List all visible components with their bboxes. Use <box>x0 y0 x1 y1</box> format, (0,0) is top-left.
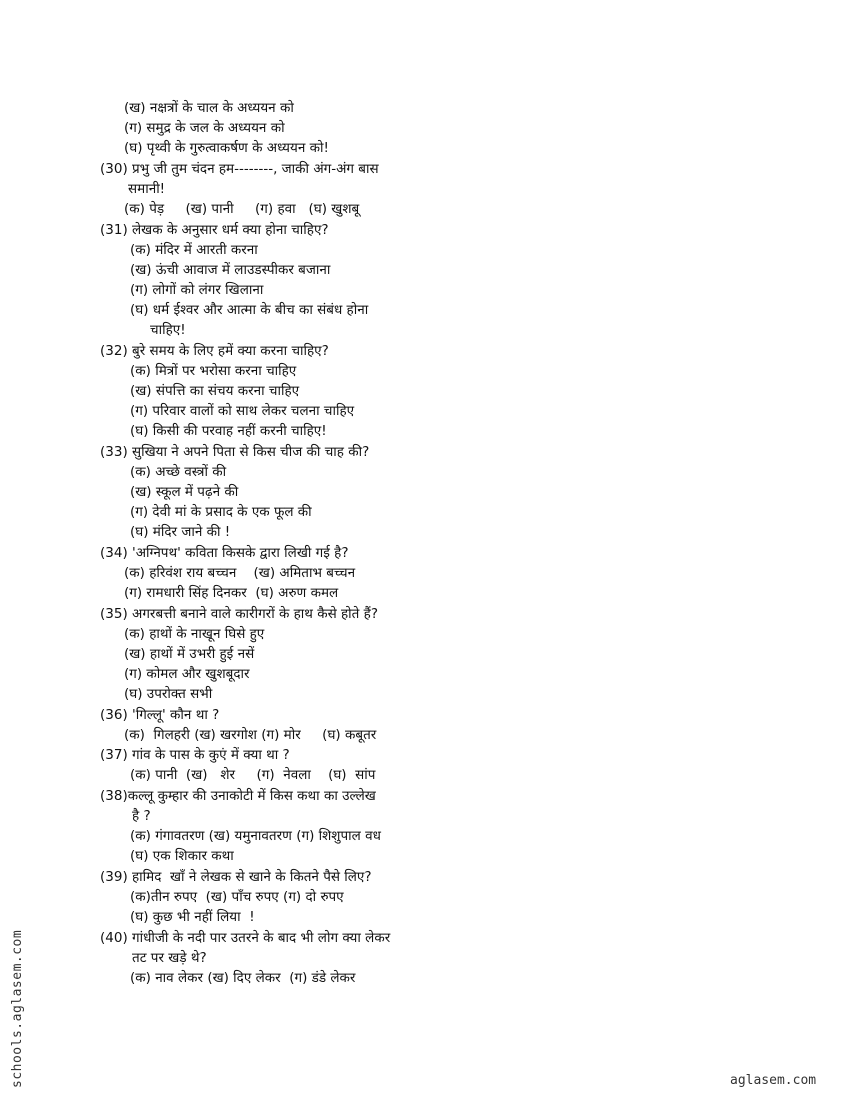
option-line: (घ) किसी की परवाह नहीं करनी चाहिए! <box>130 423 327 439</box>
option-line: (घ) पृथ्वी के गुरुत्वाकर्षण के अध्ययन को! <box>124 140 329 156</box>
question-line: (31) लेखक के अनुसार धर्म क्या होना चाहिए? <box>100 222 329 238</box>
option-line: (ख) हाथों में उभरी हुई नसें <box>124 646 255 662</box>
option-line: (क) मित्रों पर भरोसा करना चाहिए <box>130 363 297 379</box>
option-line: (क) नाव लेकर (ख) दिए लेकर (ग) डंडे लेकर <box>130 970 356 986</box>
option-line: (ख) नक्षत्रों के चाल के अध्ययन को <box>124 100 294 116</box>
question-line: (33) सुखिया ने अपने पिता से किस चीज की चाह की? <box>100 444 370 460</box>
option-line: (क) मंदिर में आरती करना <box>130 242 258 258</box>
question-line: (32) बुरे समय के लिए हमें क्या करना चाहिए? <box>100 343 329 359</box>
option-line: (क) अच्छे वस्त्रों की <box>130 464 227 480</box>
option-line: (क) गंगावतरण (ख) यमुनावतरण (ग) शिशुपाल वध <box>130 828 381 844</box>
question-line: (39) हामिद खाँ ने लेखक से खाने के कितने पैसे लिए? <box>100 869 372 885</box>
question-line: (38)कल्लू कुम्हार की उनाकोटी में किस कथा का उल्लेख <box>100 788 376 804</box>
option-line: (ग) परिवार वालों को साथ लेकर चलना चाहिए <box>130 403 355 419</box>
question-continuation: समानी! <box>128 181 166 197</box>
question-line: (40) गांधीजी के नदी पार उतरने के बाद भी लोग क्या लेकर <box>100 930 391 946</box>
question-line: (37) गांव के पास के कुएं में क्या था ? <box>100 747 290 763</box>
question-line: (36) 'गिल्लू' कौन था ? <box>100 707 220 723</box>
option-line: (ग) लोगों को लंगर खिलाना <box>130 282 264 298</box>
option-line: (घ) मंदिर जाने की ! <box>130 524 231 540</box>
option-line: (क) पानी (ख) शेर (ग) नेवला (घ) सांप <box>130 767 376 783</box>
option-line: (क) हरिवंश राय बच्चन (ख) अमिताभ बच्चन <box>124 565 356 581</box>
side-watermark: schools.aglasem.com <box>10 929 25 1088</box>
bottom-watermark: aglasem.com <box>730 1073 817 1088</box>
option-line: (ख) ऊंची आवाज में लाउडस्पीकर बजाना <box>130 262 331 278</box>
question-line: (34) 'अग्निपथ' कविता किसके द्वारा लिखी गई है? <box>100 545 349 561</box>
option-line: (क) पेड़ (ख) पानी (ग) हवा (घ) खुशबू <box>124 201 360 217</box>
option-line: (क) गिलहरी (ख) खरगोश (ग) मोर (घ) कबूतर <box>124 727 377 743</box>
option-line: (ग) देवी मां के प्रसाद के एक फूल की <box>130 504 312 520</box>
option-line: (घ) उपरोक्त सभी <box>124 686 213 702</box>
question-line: (30) प्रभु जी तुम चंदन हम--------, जाकी अंग-अंग बास <box>100 161 379 177</box>
option-line: (ग) समुद्र के जल के अध्ययन को <box>124 120 285 136</box>
option-line: (ख) स्कूल में पढ़ने की <box>130 484 239 500</box>
question-continuation: तट पर खड़े थे? <box>132 950 207 966</box>
option-line: (ख) संपत्ति का संचय करना चाहिए <box>130 383 300 399</box>
option-line: (घ) धर्म ईश्वर और आत्मा के बीच का संबंध होना <box>130 302 369 318</box>
option-line: (क) हाथों के नाखून घिसे हुए <box>124 626 265 642</box>
option-line: (ग) रामधारी सिंह दिनकर (घ) अरुण कमल <box>124 585 339 601</box>
option-line: (घ) कुछ भी नहीं लिया ! <box>130 909 255 925</box>
option-line: (घ) एक शिकार कथा <box>130 848 234 864</box>
option-continuation: चाहिए! <box>150 322 186 338</box>
question-continuation: है ? <box>132 808 151 824</box>
option-line: (क)तीन रुपए (ख) पाँच रुपए (ग) दो रुपए <box>130 889 344 905</box>
option-line: (ग) कोमल और खुशबूदार <box>124 666 250 682</box>
question-line: (35) अगरबत्ती बनाने वाले कारीगरों के हाथ कैसे होते हैं? <box>100 606 378 622</box>
